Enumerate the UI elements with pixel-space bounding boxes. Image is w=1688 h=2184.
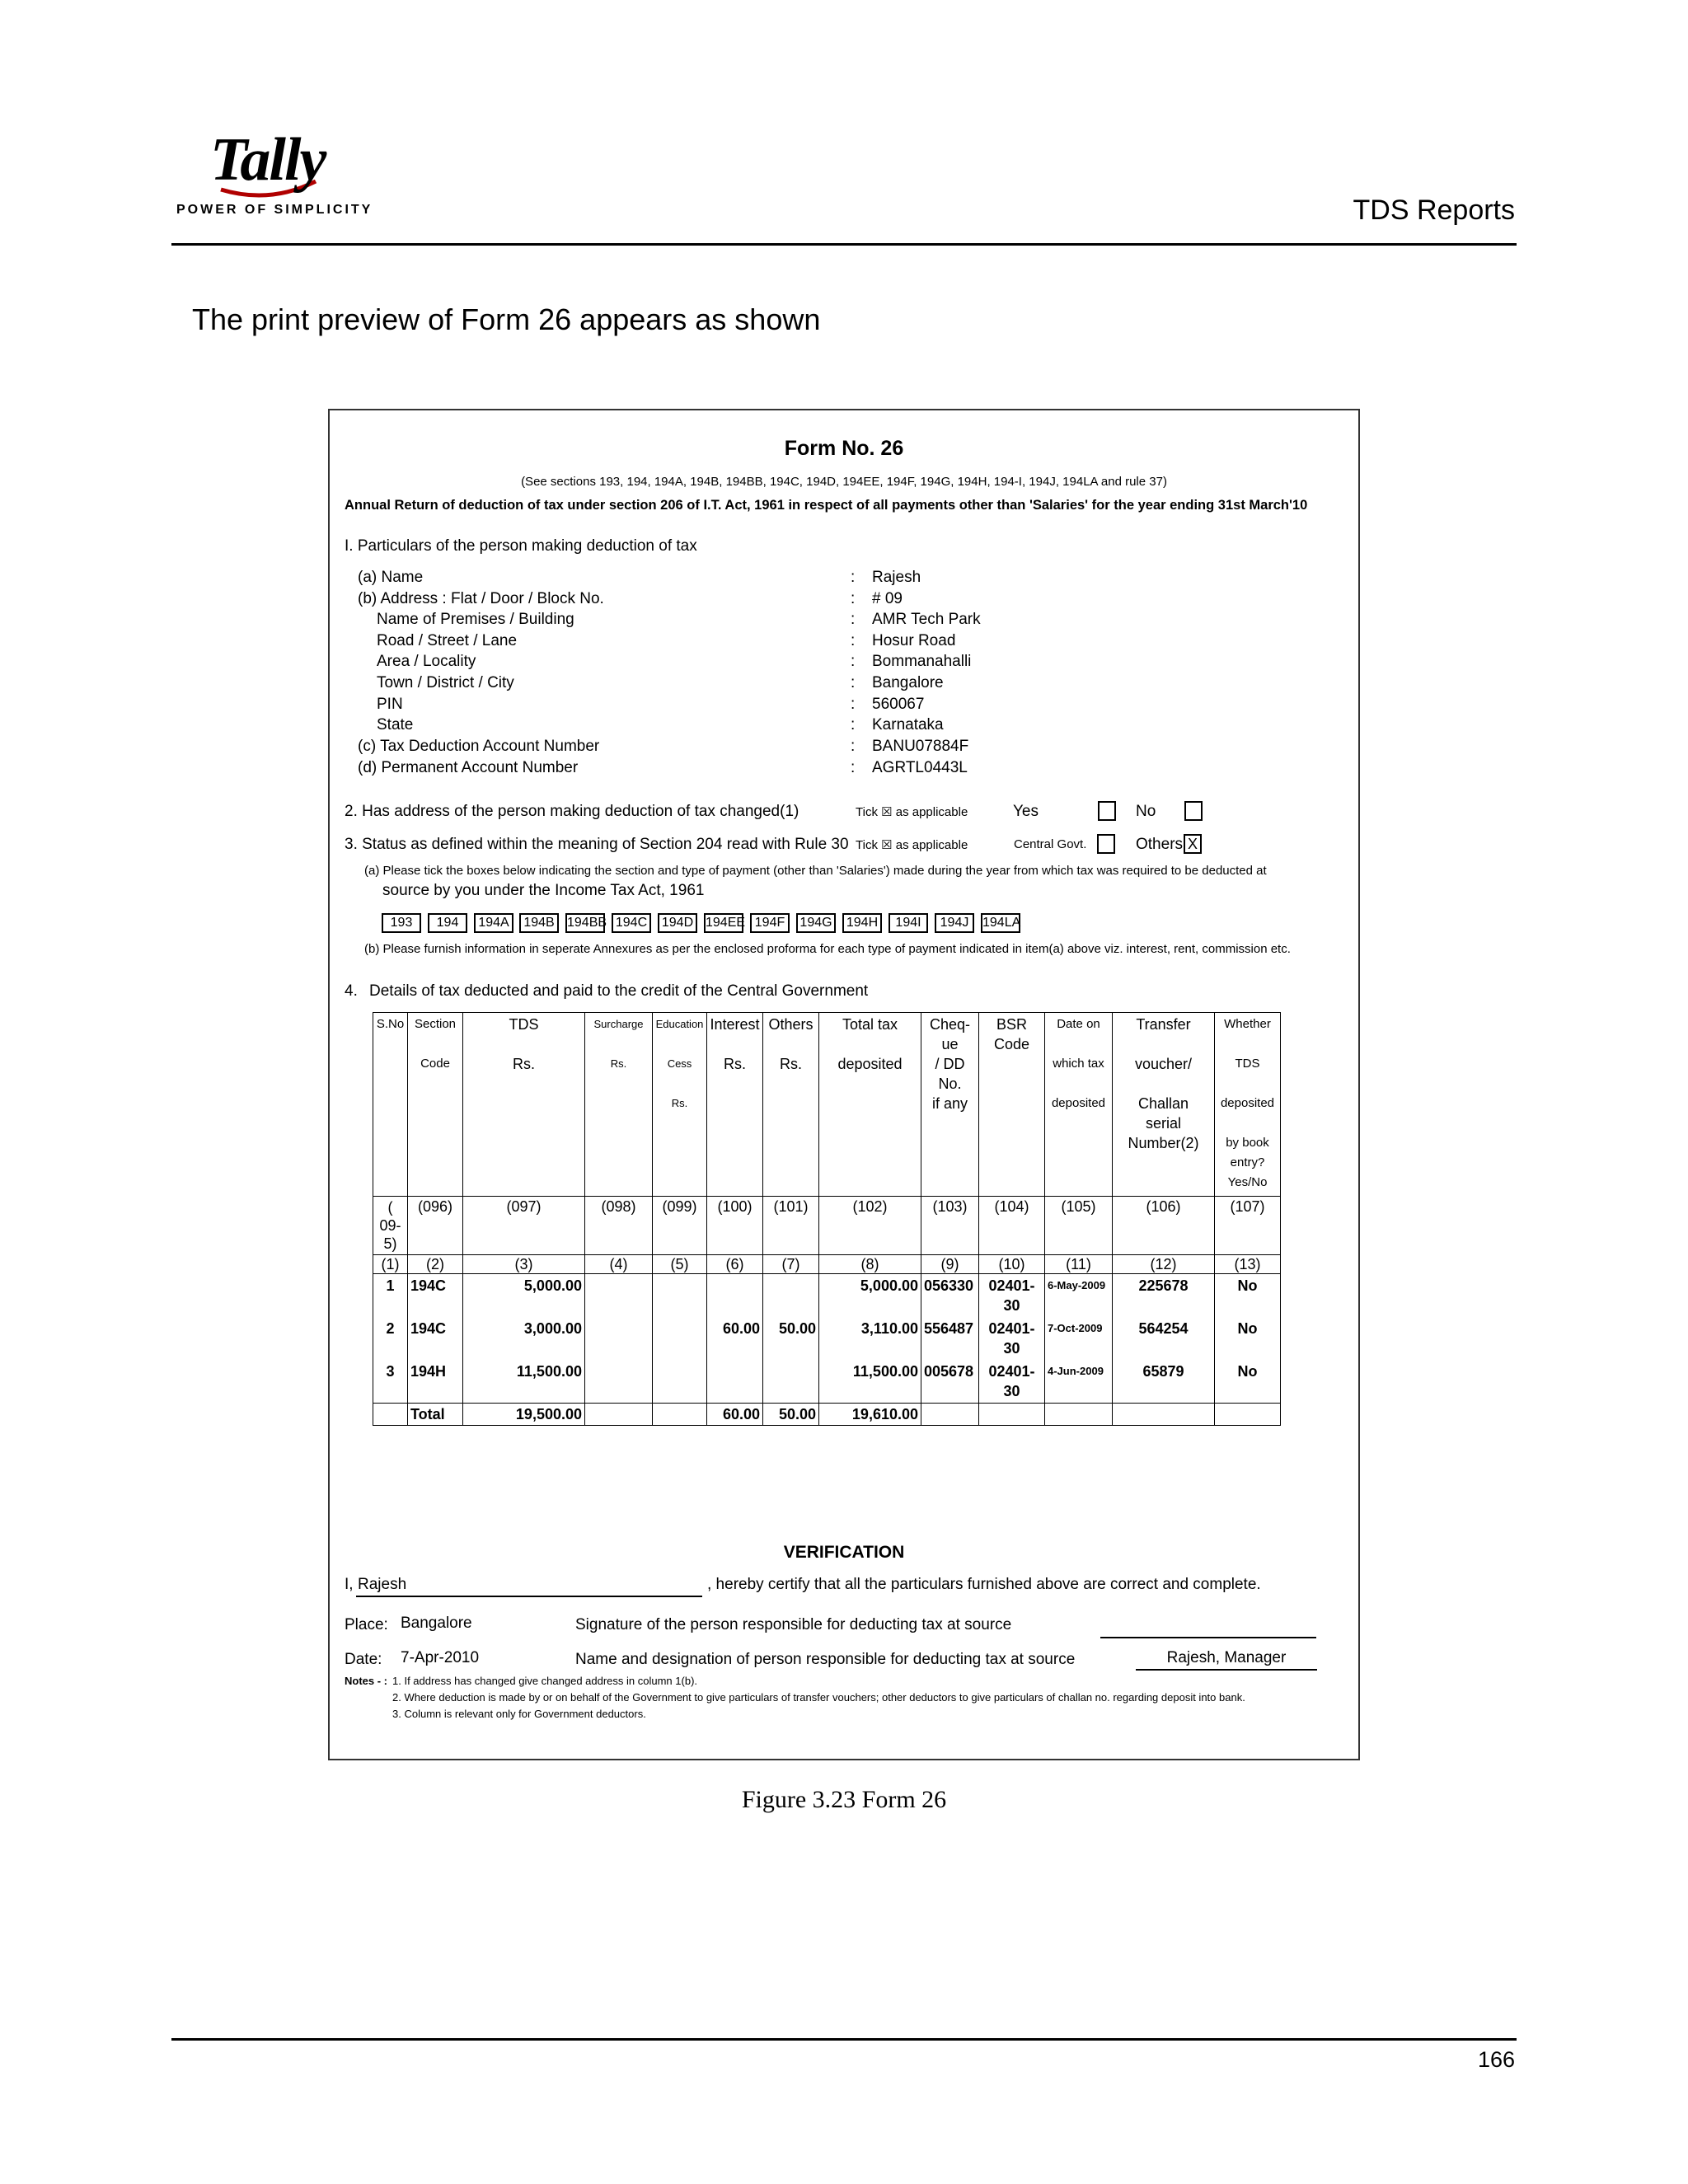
section-box[interactable]: 193 <box>382 913 421 933</box>
particular-label: Town / District / City <box>377 674 514 691</box>
col-code: (096) <box>408 1197 463 1255</box>
no-label: No <box>1136 803 1156 820</box>
section-box[interactable]: 194D <box>658 913 697 933</box>
cell-challan: 225678 <box>1113 1274 1215 1318</box>
question-2: 2. Has address of the person making deduction of tax changed(1) <box>345 803 799 820</box>
col-number: (11) <box>1045 1255 1113 1274</box>
cell-tds: 3,000.00 <box>463 1317 585 1360</box>
particular-label: (d) Permanent Account Number <box>358 759 579 776</box>
cell-cess <box>653 1274 707 1318</box>
total-cell <box>979 1404 1045 1426</box>
col-code: (099) <box>653 1197 707 1255</box>
cell-book-entry: No <box>1215 1274 1281 1318</box>
cell-bsr: 02401- 30 <box>979 1274 1045 1318</box>
part4-number: 4. <box>345 982 358 1000</box>
col-code: (105) <box>1045 1197 1113 1255</box>
colon: : <box>851 696 856 713</box>
total-cell: 19,610.00 <box>819 1404 921 1426</box>
place-value: Bangalore <box>401 1615 472 1632</box>
section-box[interactable]: 194G <box>796 913 836 933</box>
col-header: Section Code <box>408 1013 463 1197</box>
cell-cheque: 005678 <box>921 1360 979 1404</box>
table-header-row <box>373 1013 1281 1197</box>
others-label: Others <box>1136 836 1184 853</box>
table-row <box>373 1360 1281 1404</box>
col-number: (5) <box>653 1255 707 1274</box>
intro-text: The print preview of Form 26 appears as shown <box>192 302 821 336</box>
col-header: Interest Rs. <box>707 1013 763 1197</box>
name-designation-text: Name and designation of person responsible for deducting tax at source <box>575 1651 1076 1668</box>
col-header: S.No <box>373 1013 408 1197</box>
cell-surcharge <box>585 1274 653 1318</box>
particular-label: State <box>377 716 414 733</box>
particular-label: Area / Locality <box>377 653 476 670</box>
col-code: (097) <box>463 1197 585 1255</box>
cell-tds: 11,500.00 <box>463 1360 585 1404</box>
col-header: Cheq- ue / DD No. if any <box>921 1013 979 1197</box>
col-header: Surcharge Rs. <box>585 1013 653 1197</box>
cell-cheque: 056330 <box>921 1274 979 1318</box>
section-box[interactable]: 194H <box>842 913 882 933</box>
col-code: (100) <box>707 1197 763 1255</box>
section-box[interactable]: 194F <box>750 913 790 933</box>
col-header: Date on which tax deposited <box>1045 1013 1113 1197</box>
colon: : <box>851 716 856 733</box>
colon: : <box>851 653 856 670</box>
total-cell: 50.00 <box>763 1404 819 1426</box>
logo-tagline: POWER OF SIMPLICITY <box>176 203 373 217</box>
section-box[interactable]: 194A <box>474 913 513 933</box>
particular-value: Hosur Road <box>872 632 956 649</box>
col-number: (7) <box>763 1255 819 1274</box>
cell-total: 11,500.00 <box>819 1360 921 1404</box>
form-title: Form No. 26 <box>784 437 904 460</box>
cell-interest <box>707 1360 763 1404</box>
col-header: Total tax deposited <box>819 1013 921 1197</box>
particular-value: 560067 <box>872 696 925 713</box>
particular-value: AMR Tech Park <box>872 611 981 628</box>
cell-surcharge <box>585 1317 653 1360</box>
logo-wordmark: Tally <box>210 126 326 194</box>
verification-title: VERIFICATION <box>783 1543 905 1562</box>
colon: : <box>851 632 856 649</box>
others-checkbox[interactable]: X <box>1184 834 1202 854</box>
cell-section: 194H <box>408 1360 463 1404</box>
cell-section: 194C <box>408 1317 463 1360</box>
cell-section: 194C <box>408 1274 463 1318</box>
figure-caption: Figure 3.23 Form 26 <box>741 1786 947 1813</box>
cell-sno: 1 <box>373 1274 408 1318</box>
total-cell: 19,500.00 <box>463 1404 585 1426</box>
cell-total: 3,110.00 <box>819 1317 921 1360</box>
cell-challan: 65879 <box>1113 1360 1215 1404</box>
cell-challan: 564254 <box>1113 1317 1215 1360</box>
col-code: (104) <box>979 1197 1045 1255</box>
table-row <box>373 1274 1281 1318</box>
part4-title: Details of tax deducted and paid to the credit of the Central Government <box>369 982 869 1000</box>
total-cell <box>585 1404 653 1426</box>
total-cell <box>1045 1404 1113 1426</box>
colon: : <box>851 569 856 586</box>
col-number: (1) <box>373 1255 408 1274</box>
col-number: (9) <box>921 1255 979 1274</box>
col-number: (2) <box>408 1255 463 1274</box>
cell-cess <box>653 1360 707 1404</box>
total-cell <box>1113 1404 1215 1426</box>
section-box[interactable]: 194B <box>519 913 559 933</box>
table-colnum-row <box>373 1255 1281 1274</box>
no-checkbox[interactable] <box>1184 801 1203 821</box>
name-designation-line <box>1136 1669 1317 1671</box>
section-box[interactable]: 194BB <box>565 913 605 933</box>
particular-label: (c) Tax Deduction Account Number <box>358 738 600 755</box>
col-number: (13) <box>1215 1255 1281 1274</box>
cell-date: 7-Oct-2009 <box>1045 1317 1113 1360</box>
colon: : <box>851 611 856 628</box>
particular-value: Rajesh <box>872 569 921 586</box>
cell-surcharge <box>585 1360 653 1404</box>
question-3: 3. Status as defined within the meaning of Section 204 read with Rule 30 <box>345 836 849 853</box>
cell-date: 6-May-2009 <box>1045 1274 1113 1318</box>
question-3b: (b) Please furnish information in seperate Annexures as per the enclosed proforma for each type of payment indicated in item(a) above viz. interest, rent, commission etc. <box>364 942 1291 956</box>
particular-label: Road / Street / Lane <box>377 632 518 649</box>
particular-value: AGRTL0443L <box>872 759 968 776</box>
section-box[interactable]: 194I <box>889 913 928 933</box>
total-cell <box>653 1404 707 1426</box>
form-26-preview <box>328 409 1360 1760</box>
cell-others <box>763 1360 819 1404</box>
particular-value: BANU07884F <box>872 738 969 755</box>
col-code: ( 09- 5) <box>373 1197 408 1255</box>
col-code: (098) <box>585 1197 653 1255</box>
central-govt-label: Central Govt. <box>1014 837 1087 851</box>
section-box[interactable]: 194 <box>428 913 467 933</box>
total-cell <box>1215 1404 1281 1426</box>
notes-label: Notes - : <box>345 1675 387 1687</box>
colon: : <box>851 590 856 607</box>
colon: : <box>851 674 856 691</box>
note-item: 2. Where deduction is made by or on behalf of the Government to give particulars of transfer vouchers; other deductors to give particulars of challan no. regarding deposit into bank. <box>392 1691 1245 1704</box>
verification-name: Rajesh <box>358 1576 407 1593</box>
date-label: Date: <box>345 1651 382 1668</box>
total-cell <box>921 1404 979 1426</box>
particular-label: (b) Address : Flat / Door / Block No. <box>358 590 604 607</box>
section-box[interactable]: 194EE <box>704 913 743 933</box>
form-heading: Annual Return of deduction of tax under section 206 of I.T. Act, 1961 in respect of all payments other than 'Salaries' for the year ending 31st March'10 <box>345 498 1308 513</box>
cell-bsr: 02401- 30 <box>979 1360 1045 1404</box>
particular-value: Bangalore <box>872 674 944 691</box>
section-box[interactable]: 194LA <box>981 913 1020 933</box>
name-underline <box>356 1596 702 1597</box>
col-number: (4) <box>585 1255 653 1274</box>
question-3a-line2: source by you under the Income Tax Act, 1961 <box>382 882 705 899</box>
col-code: (103) <box>921 1197 979 1255</box>
header-rule <box>171 243 1517 246</box>
col-number: (6) <box>707 1255 763 1274</box>
cell-tds: 5,000.00 <box>463 1274 585 1318</box>
section-box[interactable]: 194J <box>935 913 974 933</box>
cell-sno: 3 <box>373 1360 408 1404</box>
col-header: Whether TDS deposited by book entry? Yes/No <box>1215 1013 1281 1197</box>
cell-book-entry: No <box>1215 1317 1281 1360</box>
col-code: (107) <box>1215 1197 1281 1255</box>
col-header: TDS Rs. <box>463 1013 585 1197</box>
verification-i: I, <box>345 1576 354 1593</box>
particular-value: Karnataka <box>872 716 944 733</box>
col-number: (12) <box>1113 1255 1215 1274</box>
cell-others: 50.00 <box>763 1317 819 1360</box>
tick-hint: Tick ☒ as applicable <box>856 805 968 819</box>
footer-rule <box>171 2038 1517 2041</box>
note-item: 1. If address has changed give changed address in column 1(b). <box>392 1675 698 1687</box>
table-code-row <box>373 1197 1281 1255</box>
note-item: 3. Column is relevant only for Government deductors. <box>392 1708 646 1720</box>
page-number: 166 <box>1477 2047 1515 2072</box>
col-code: (101) <box>763 1197 819 1255</box>
tds-details-table <box>373 1012 1281 1426</box>
verification-text: , hereby certify that all the particulars furnished above are correct and complete. <box>707 1576 1261 1593</box>
cell-date: 4-Jun-2009 <box>1045 1360 1113 1404</box>
col-number: (10) <box>979 1255 1045 1274</box>
col-number: (3) <box>463 1255 585 1274</box>
yes-checkbox[interactable] <box>1098 801 1116 821</box>
signature-line <box>1100 1637 1316 1638</box>
cell-total: 5,000.00 <box>819 1274 921 1318</box>
col-code: (102) <box>819 1197 921 1255</box>
cell-cheque: 556487 <box>921 1317 979 1360</box>
colon: : <box>851 759 856 776</box>
cell-book-entry: No <box>1215 1360 1281 1404</box>
place-label: Place: <box>345 1616 388 1633</box>
cell-others <box>763 1274 819 1318</box>
particular-label: (a) Name <box>358 569 424 586</box>
signature-text: Signature of the person responsible for deducting tax at source <box>575 1616 1012 1633</box>
col-number: (8) <box>819 1255 921 1274</box>
section-title: TDS Reports <box>1353 194 1515 226</box>
col-header: Education Cess Rs. <box>653 1013 707 1197</box>
cell-interest <box>707 1274 763 1318</box>
cell-cess <box>653 1317 707 1360</box>
col-code: (106) <box>1113 1197 1215 1255</box>
colon: : <box>851 738 856 755</box>
total-cell: 60.00 <box>707 1404 763 1426</box>
col-header: Others Rs. <box>763 1013 819 1197</box>
table-total-row <box>373 1404 1281 1426</box>
cell-bsr: 02401- 30 <box>979 1317 1045 1360</box>
particular-value: Bommanahalli <box>872 653 972 670</box>
cell-interest: 60.00 <box>707 1317 763 1360</box>
yes-label: Yes <box>1013 803 1039 820</box>
central-govt-checkbox[interactable] <box>1097 834 1115 854</box>
col-header: BSR Code <box>979 1013 1045 1197</box>
table-row <box>373 1317 1281 1360</box>
tick-hint: Tick ☒ as applicable <box>856 838 968 852</box>
particular-label: PIN <box>377 696 403 713</box>
section-box[interactable]: 194C <box>612 913 651 933</box>
cell-sno: 2 <box>373 1317 408 1360</box>
total-cell <box>373 1404 408 1426</box>
particular-value: # 09 <box>872 590 903 607</box>
particular-label: Name of Premises / Building <box>377 611 574 628</box>
name-designation-value: Rajesh, Manager <box>1166 1649 1287 1666</box>
col-header: Transfer voucher/ Challan serial Number(2) <box>1113 1013 1215 1197</box>
total-label: Total <box>408 1404 463 1426</box>
form-subtitle: (See sections 193, 194, 194A, 194B, 194BB, 194C, 194D, 194EE, 194F, 194G, 194H, 194-I, 194J, 194LA and rule 37) <box>521 475 1167 489</box>
part1-title: I. Particulars of the person making deduction of tax <box>345 537 697 555</box>
question-3a-line1: (a) Please tick the boxes below indicating the section and type of payment (other than 'Salaries') made during the year from which tax was required to be deducted at <box>364 864 1267 878</box>
date-value: 7-Apr-2010 <box>401 1649 480 1666</box>
